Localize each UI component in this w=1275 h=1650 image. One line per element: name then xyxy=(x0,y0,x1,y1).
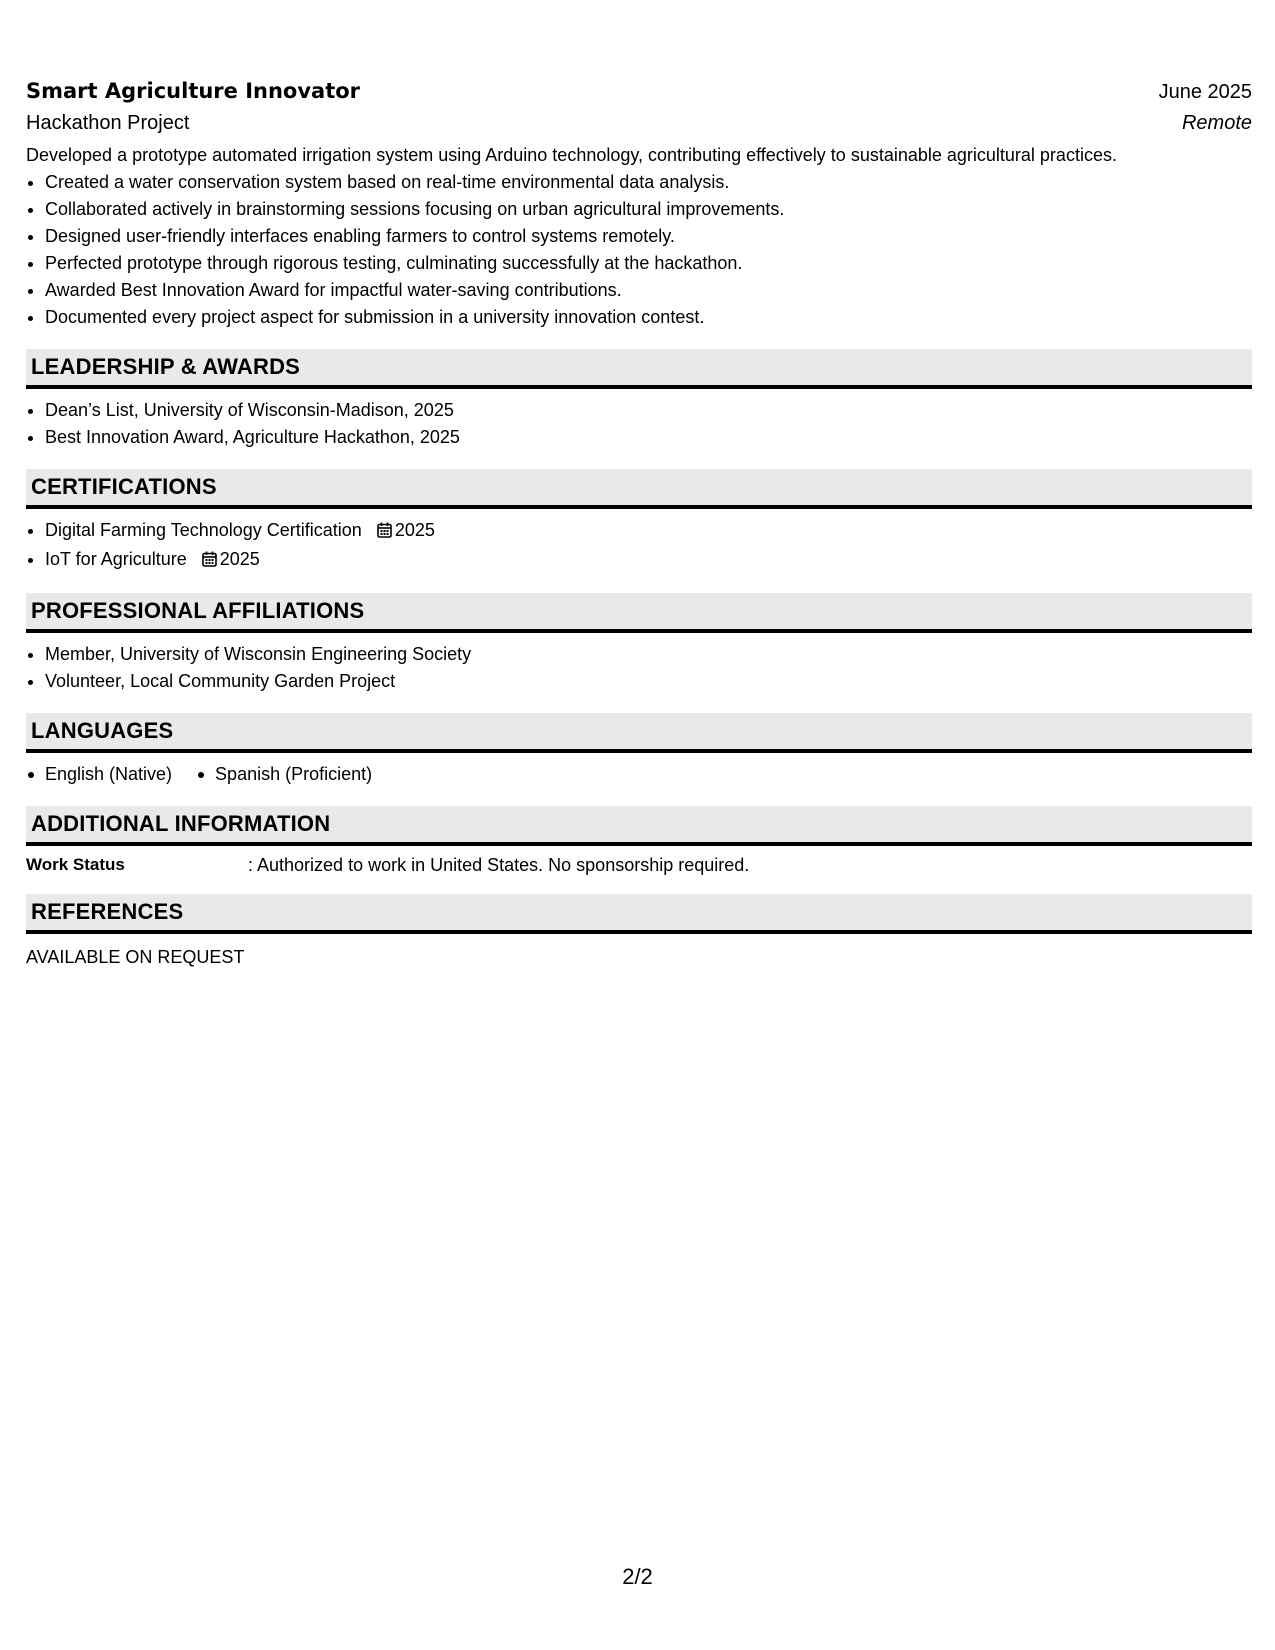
list-item: • Awarded Best Innovation Award for impactful water-saving contributions. xyxy=(45,277,1252,304)
project-title: Smart Agriculture Innovator xyxy=(26,79,361,103)
list-item: Spanish (Proficient) xyxy=(196,761,372,788)
project-date: June 2025 xyxy=(1158,81,1252,103)
leadership-list xyxy=(26,397,1252,451)
list-item: • Dean’s List, University of Wisconsin-Madison, 2025 xyxy=(45,397,1252,424)
references-text: AVAILABLE ON REQUEST xyxy=(26,947,245,967)
calendar-icon xyxy=(377,519,392,546)
languages-list xyxy=(26,761,1252,788)
section-header xyxy=(26,593,1252,633)
certification-year: 2025 xyxy=(219,549,260,569)
list-item xyxy=(45,546,1252,575)
project-location: Remote xyxy=(1181,112,1252,134)
certification-name: Digital Farming Technology Certification xyxy=(45,520,362,540)
work-status-label: Work Status xyxy=(26,855,125,874)
page-number: 2/2 xyxy=(622,1564,653,1589)
section-header xyxy=(26,894,1252,934)
calendar-icon xyxy=(202,548,217,575)
leadership-section xyxy=(26,349,1252,451)
section-title: PROFESSIONAL AFFILIATIONS xyxy=(31,598,365,623)
work-status-value: : Authorized to work in United States. No sponsorship required. xyxy=(248,855,750,875)
list-item xyxy=(45,517,1252,546)
list-item: English (Native) xyxy=(26,761,172,788)
section-title: LEADERSHIP & AWARDS xyxy=(31,354,301,379)
certifications-list xyxy=(26,517,1252,575)
affiliations-list xyxy=(26,641,1252,695)
list-item: • Volunteer, Local Community Garden Project xyxy=(45,668,1252,695)
list-item: • Collaborated actively in brainstorming sessions focusing on urban agricultural improvements. xyxy=(45,196,1252,223)
work-status-row xyxy=(26,854,1252,876)
section-header xyxy=(26,806,1252,846)
list-item: • Member, University of Wisconsin Engineering Society xyxy=(45,641,1252,668)
section-title: CERTIFICATIONS xyxy=(31,474,217,499)
project-subheader xyxy=(26,109,1252,137)
section-title: LANGUAGES xyxy=(31,718,174,743)
project-header xyxy=(26,74,1252,109)
section-title: REFERENCES xyxy=(31,899,184,924)
certifications-section xyxy=(26,469,1252,575)
list-item: • Best Innovation Award, Agriculture Hackathon, 2025 xyxy=(45,424,1252,451)
references-section xyxy=(26,894,1252,970)
languages-section xyxy=(26,713,1252,788)
section-header xyxy=(26,349,1252,389)
resume-page xyxy=(26,74,1252,970)
certification-name: IoT for Agriculture xyxy=(45,549,187,569)
additional-info-section xyxy=(26,806,1252,876)
list-item: • Perfected prototype through rigorous testing, culminating successfully at the hackathon. xyxy=(45,250,1252,277)
affiliations-section xyxy=(26,593,1252,695)
list-item: • Documented every project aspect for submission in a university innovation contest. xyxy=(45,304,1252,331)
project-bullet-list xyxy=(26,169,1252,331)
section-header xyxy=(26,469,1252,509)
section-title: ADDITIONAL INFORMATION xyxy=(31,811,331,836)
list-item: • Created a water conservation system based on real-time environmental data analysis. xyxy=(45,169,1252,196)
project-entry xyxy=(26,74,1252,331)
list-item: • Designed user-friendly interfaces enabling farmers to control systems remotely. xyxy=(45,223,1252,250)
project-description: Developed a prototype automated irrigation system using Arduino technology, contributing effectively to sustainable agricultural practices. xyxy=(26,145,1117,165)
section-header xyxy=(26,713,1252,753)
certification-year: 2025 xyxy=(394,520,435,540)
project-organization: Hackathon Project xyxy=(26,112,190,134)
